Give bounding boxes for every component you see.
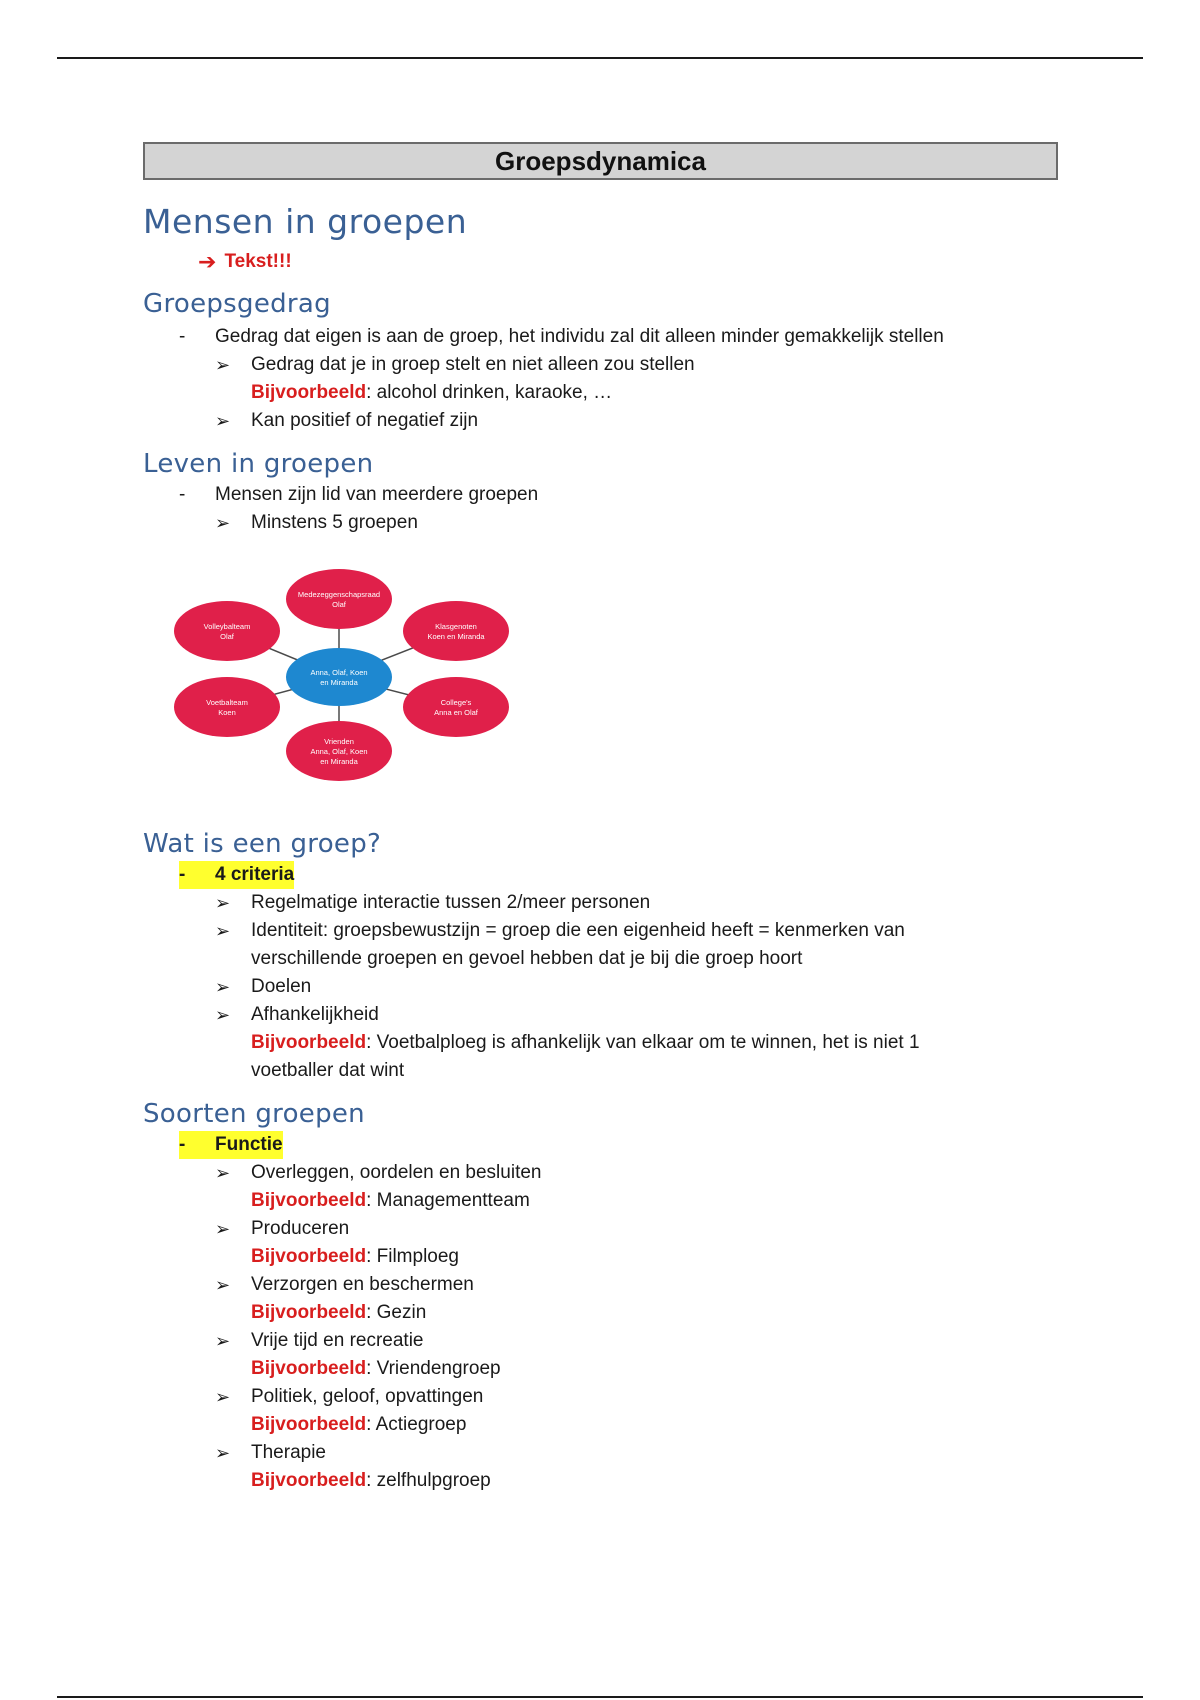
list-item-text: Overleggen, oordelen en besluiten (251, 1162, 542, 1183)
example-label: Bijvoorbeeld (251, 382, 367, 403)
arrow-bullet-icon: ➢ (215, 1331, 231, 1351)
example-line (251, 1355, 1058, 1383)
example-line (251, 379, 1058, 407)
list-item-text: Mensen zijn lid van meerdere groepen (215, 484, 539, 505)
list-item-text: Regelmatige interactie tussen 2/meer personen (251, 892, 651, 913)
heading-soorten-groepen: Soorten groepen (143, 1099, 365, 1129)
node-label-line: Anna, Olaf, Koen (310, 668, 368, 677)
arrow-bullet-icon: ➢ (215, 977, 231, 997)
document-title: Groepsdynamica (143, 142, 1058, 180)
node-label-line: Anna en Olaf (434, 708, 478, 717)
arrow-bullet-icon: ➢ (215, 1163, 231, 1183)
list-item (215, 1327, 1058, 1355)
heading-leven-in-groepen: Leven in groepen (143, 449, 374, 479)
node-label-line: College's (440, 698, 472, 707)
example-text: : alcohol drinken, karaoke, … (366, 382, 613, 403)
example-line (251, 1411, 1058, 1439)
list-item (215, 509, 1058, 537)
list-item-text: Vrije tijd en recreatie (251, 1330, 424, 1351)
list-item-text: Therapie (251, 1442, 326, 1463)
node-label-line: Vrienden (324, 737, 354, 746)
example-line (251, 1467, 1058, 1495)
list-item-text: Produceren (251, 1218, 350, 1239)
list-item-text: Minstens 5 groepen (251, 512, 418, 533)
list-item-text: Politiek, geloof, opvattingen (251, 1386, 484, 1407)
note-line (198, 249, 1058, 275)
arrow-bullet-icon: ➢ (215, 921, 231, 941)
list-item (215, 351, 1058, 379)
node-label-line: en Miranda (320, 678, 358, 687)
heading-mensen-in-groepen: Mensen in groepen (143, 202, 468, 241)
arrow-bullet-icon: ➢ (215, 1219, 231, 1239)
example-continuation: voetballer dat wint (251, 1060, 405, 1081)
list-item (215, 973, 1058, 1001)
node-label-line: Olaf (220, 632, 234, 641)
soorten-list (143, 1131, 1058, 1495)
example-label: Bijvoorbeeld (251, 1190, 367, 1211)
group-node (286, 569, 392, 629)
list-item (215, 1271, 1058, 1299)
list-item-text: Doelen (251, 976, 312, 997)
list-item-text: Gedrag dat je in groep stelt en niet alleen zou stellen (251, 354, 695, 375)
function-items (143, 1159, 1058, 1495)
arrow-bullet-icon: ➢ (215, 1387, 231, 1407)
example-text: : Voetbalploeg is afhankelijk van elkaar om te winnen, het is niet 1 (366, 1032, 920, 1053)
list-item-text: Verzorgen en beschermen (251, 1274, 474, 1295)
list-item (179, 481, 1058, 509)
node-label-line: Medezeggenschapsraad (297, 590, 381, 599)
list-item-text: Identiteit: groepsbewustzijn = groep die een eigenheid heeft = kenmerken van (251, 920, 905, 941)
group-node (403, 677, 509, 737)
list-item (179, 323, 1058, 351)
groepsgedrag-list (143, 323, 1058, 435)
example-text: : Filmploeg (366, 1246, 459, 1267)
arrow-bullet-icon: ➢ (215, 411, 231, 431)
example-line (251, 1187, 1058, 1215)
list-item (215, 1439, 1058, 1467)
example-label: Bijvoorbeeld (251, 1470, 367, 1491)
group-node (174, 677, 280, 737)
center-node (286, 648, 392, 706)
example-text: : Vriendengroep (366, 1358, 501, 1379)
group-node (174, 601, 280, 661)
list-item (179, 1131, 1058, 1159)
node-label-line: Olaf (332, 600, 346, 609)
dash-bullet: - (179, 326, 186, 347)
list-item (215, 1159, 1058, 1187)
arrow-bullet-icon: ➢ (215, 355, 231, 375)
list-item (215, 407, 1058, 435)
note-text: Tekst!!! (224, 251, 292, 272)
node-label-line: Koen en Miranda (427, 632, 485, 641)
list-item (215, 889, 1058, 917)
list-item (215, 1215, 1058, 1243)
highlighted-label: Functie (215, 1131, 283, 1159)
list-item (215, 1383, 1058, 1411)
example-label: Bijvoorbeeld (251, 1032, 367, 1053)
node-label-line: Voetbalteam (206, 698, 248, 707)
list-item-text: Kan positief of negatief zijn (251, 410, 479, 431)
node-label-line: Klasgenoten (435, 622, 477, 631)
dash-bullet: - (179, 1131, 215, 1159)
node-label-line: Koen (218, 708, 236, 717)
example-text: : Managementteam (366, 1190, 530, 1211)
heading-groepsgedrag: Groepsgedrag (143, 289, 331, 319)
dash-bullet: - (179, 861, 215, 889)
dash-bullet: - (179, 484, 186, 505)
right-arrow-icon: ➔ (198, 249, 217, 274)
list-item-continuation: verschillende groepen en gevoel hebben dat je bij die groep hoort (251, 948, 803, 969)
node-label (427, 622, 485, 641)
example-label: Bijvoorbeeld (251, 1246, 367, 1267)
example-line (251, 1299, 1058, 1327)
example-label: Bijvoorbeeld (251, 1302, 367, 1323)
arrow-bullet-icon: ➢ (215, 1005, 231, 1025)
highlighted-label: 4 criteria (215, 861, 294, 889)
wat-list (143, 861, 1058, 1085)
node-label-line: Volleybalteam (203, 622, 251, 631)
list-item-text: Afhankelijkheid (251, 1004, 379, 1025)
example-label: Bijvoorbeeld (251, 1414, 367, 1435)
list-item (179, 861, 1058, 889)
example-label: Bijvoorbeeld (251, 1358, 367, 1379)
example-text: : Actiegroep (366, 1414, 467, 1435)
arrow-bullet-icon: ➢ (215, 893, 231, 913)
document-body (143, 142, 1058, 1495)
heading-wat-is-een-groep: Wat is een groep? (143, 829, 382, 859)
node-label-line: en Miranda (320, 757, 358, 766)
list-item (215, 917, 1058, 945)
example-text: : Gezin (366, 1302, 427, 1323)
header-rule (57, 57, 1143, 59)
group-node (403, 601, 509, 661)
arrow-bullet-icon: ➢ (215, 1443, 231, 1463)
list-item-text: Gedrag dat eigen is aan de groep, het individu zal dit alleen minder gemakkelijk stellen (215, 326, 944, 347)
leven-list (143, 481, 1058, 537)
node-label-line: Anna, Olaf, Koen (310, 747, 368, 756)
arrow-bullet-icon: ➢ (215, 1275, 231, 1295)
footer-rule (57, 1696, 1143, 1698)
example-text: : zelfhulpgroep (366, 1470, 491, 1491)
example-line (251, 1243, 1058, 1271)
arrow-bullet-icon: ➢ (215, 513, 231, 533)
example-line (251, 1029, 1058, 1057)
list-item (215, 1001, 1058, 1029)
groups-diagram (143, 561, 563, 806)
